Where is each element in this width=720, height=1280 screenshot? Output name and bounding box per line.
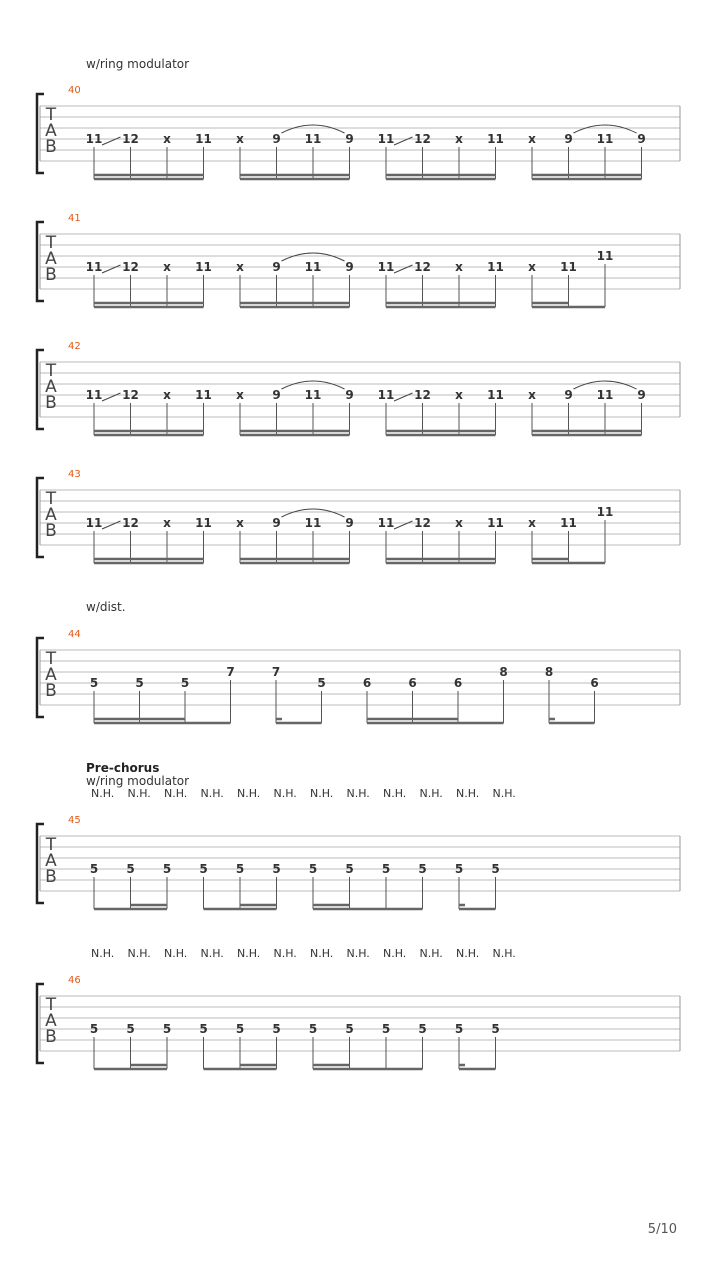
- fret-number: 5: [418, 862, 427, 876]
- fret-number: 5: [126, 862, 135, 876]
- tab-clef-letter: T: [45, 649, 57, 669]
- measure-number: 44: [68, 629, 81, 640]
- fret-number: 5: [162, 862, 172, 876]
- fret-number: 11: [195, 388, 212, 402]
- fret-number: 5: [89, 862, 99, 876]
- fret-number: 9: [345, 388, 354, 402]
- fret-number: 9: [564, 388, 573, 402]
- fret-number: 5: [491, 1022, 500, 1036]
- measure-number: 42: [68, 341, 81, 352]
- tab-clef-letter: T: [45, 995, 57, 1015]
- technique-annotation: w/dist.: [86, 600, 126, 614]
- tab-clef-letter: A: [45, 1011, 57, 1031]
- fret-number: 11: [85, 132, 103, 146]
- fret-number: 12: [122, 260, 139, 274]
- dead-note: x: [455, 388, 463, 402]
- tab-system-45: [37, 761, 680, 909]
- fret-number: 6: [453, 676, 463, 690]
- fret-number: 5: [381, 862, 391, 876]
- fret-number: 11: [596, 388, 614, 402]
- fret-number: 12: [414, 260, 431, 274]
- slide-mark: [394, 265, 413, 273]
- harmonic-marking: N.H.: [91, 787, 115, 800]
- tab-clef-letter: A: [45, 665, 57, 685]
- fret-number: 9: [345, 516, 354, 530]
- harmonic-marking: N.H.: [419, 787, 443, 800]
- fret-number: 9: [272, 260, 281, 274]
- tab-clef-letter: A: [45, 377, 57, 397]
- harmonic-marking: N.H.: [127, 787, 151, 800]
- measure-number: 46: [68, 975, 81, 986]
- harmonic-marking: N.H.: [492, 947, 516, 960]
- fret-number: 5: [162, 1022, 172, 1036]
- fret-number: 5: [235, 862, 245, 876]
- fret-number: 5: [89, 676, 99, 690]
- tab-system-46: [37, 947, 680, 1069]
- fret-number: 9: [272, 132, 281, 146]
- fret-number: 11: [85, 388, 103, 402]
- fret-number: 11: [195, 260, 212, 274]
- fret-number: 5: [89, 1022, 99, 1036]
- fret-number: 8: [544, 665, 554, 679]
- tab-clef-letter: B: [45, 521, 57, 541]
- fret-number: 11: [304, 260, 322, 274]
- fret-number: 5: [345, 862, 354, 876]
- harmonic-marking: N.H.: [492, 787, 516, 800]
- fret-number: 11: [195, 132, 212, 146]
- fret-number: 5: [235, 1022, 245, 1036]
- tab-clef-letter: A: [45, 851, 57, 871]
- fret-number: 11: [596, 249, 614, 263]
- measure-number: 43: [68, 469, 81, 480]
- fret-number: 5: [308, 862, 318, 876]
- harmonic-marking: N.H.: [237, 787, 261, 800]
- slide-mark: [394, 393, 413, 401]
- fret-number: 5: [308, 1022, 318, 1036]
- tab-clef-letter: B: [45, 867, 57, 887]
- fret-number: 12: [414, 388, 431, 402]
- fret-number: 5: [126, 1022, 135, 1036]
- dead-note: x: [528, 260, 536, 274]
- dead-note: x: [455, 516, 463, 530]
- dead-note: x: [163, 516, 171, 530]
- tab-system-43: [37, 469, 680, 563]
- fret-number: 5: [317, 676, 326, 690]
- fret-number: 9: [345, 260, 354, 274]
- fret-number: 6: [408, 676, 417, 690]
- fret-number: 6: [590, 676, 599, 690]
- dead-note: x: [455, 260, 463, 274]
- tab-clef-letter: A: [45, 505, 57, 525]
- tab-system-44: [37, 600, 680, 723]
- fret-number: 12: [414, 516, 431, 530]
- fret-number: 9: [272, 516, 281, 530]
- harmonic-marking: N.H.: [237, 947, 261, 960]
- harmonic-marking: N.H.: [164, 947, 188, 960]
- dead-note: x: [528, 132, 536, 146]
- tab-clef-letter: B: [45, 137, 57, 157]
- fret-number: 12: [122, 516, 139, 530]
- dead-note: x: [163, 132, 171, 146]
- fret-number: 9: [637, 132, 646, 146]
- slide-mark: [102, 521, 121, 529]
- tab-clef-letter: B: [45, 1027, 57, 1047]
- dead-note: x: [163, 260, 171, 274]
- fret-number: 9: [345, 132, 354, 146]
- dead-note: x: [528, 516, 536, 530]
- dead-note: x: [236, 388, 244, 402]
- tab-clef-letter: A: [45, 249, 57, 269]
- fret-number: 12: [414, 132, 431, 146]
- fret-number: 5: [381, 1022, 391, 1036]
- harmonic-marking: N.H.: [383, 787, 407, 800]
- dead-note: x: [528, 388, 536, 402]
- fret-number: 11: [304, 516, 322, 530]
- harmonic-marking: N.H.: [310, 787, 334, 800]
- fret-number: 11: [560, 260, 577, 274]
- fret-number: 5: [345, 1022, 354, 1036]
- measure-number: 40: [68, 85, 81, 96]
- harmonic-marking: N.H.: [346, 947, 370, 960]
- fret-number: 9: [637, 388, 646, 402]
- fret-number: 5: [180, 676, 190, 690]
- tab-clef-letter: T: [45, 105, 57, 125]
- dead-note: x: [236, 260, 244, 274]
- fret-number: 11: [304, 388, 322, 402]
- fret-number: 12: [122, 132, 139, 146]
- fret-number: 7: [271, 665, 281, 679]
- tab-clef-letter: B: [45, 393, 57, 413]
- measure-number: 45: [68, 815, 81, 826]
- fret-number: 11: [596, 132, 614, 146]
- fret-number: 11: [487, 516, 504, 530]
- harmonic-marking: N.H.: [273, 787, 297, 800]
- fret-number: 11: [560, 516, 577, 530]
- harmonic-marking: N.H.: [200, 947, 224, 960]
- fret-number: 11: [377, 260, 395, 274]
- tab-system-42: [37, 341, 680, 435]
- fret-number: 5: [272, 862, 281, 876]
- tab-clef-letter: A: [45, 121, 57, 141]
- fret-number: 11: [195, 516, 212, 530]
- harmonic-marking: N.H.: [419, 947, 443, 960]
- fret-number: 11: [377, 516, 395, 530]
- fret-number: 6: [362, 676, 372, 690]
- fret-number: 11: [85, 516, 103, 530]
- fret-number: 5: [272, 1022, 281, 1036]
- fret-number: 11: [487, 388, 504, 402]
- dead-note: x: [236, 516, 244, 530]
- harmonic-marking: N.H.: [200, 787, 224, 800]
- fret-number: 7: [226, 665, 235, 679]
- tab-system-40: [37, 57, 680, 179]
- dead-note: x: [455, 132, 463, 146]
- measure-number: 41: [68, 213, 81, 224]
- harmonic-marking: N.H.: [310, 947, 334, 960]
- fret-number: 11: [487, 260, 504, 274]
- fret-number: 11: [377, 388, 395, 402]
- fret-number: 5: [199, 1022, 208, 1036]
- fret-number: 5: [491, 862, 500, 876]
- harmonic-marking: N.H.: [127, 947, 151, 960]
- fret-number: 9: [272, 388, 281, 402]
- slide-mark: [102, 137, 121, 145]
- tab-clef-letter: T: [45, 361, 57, 381]
- fret-number: 11: [487, 132, 504, 146]
- fret-number: 5: [199, 862, 208, 876]
- tab-clef-letter: B: [45, 265, 57, 285]
- slide-mark: [394, 137, 413, 145]
- tab-clef-letter: T: [45, 233, 57, 253]
- technique-annotation: w/ring modulator: [86, 774, 190, 788]
- fret-number: 5: [135, 676, 144, 690]
- fret-number: 8: [499, 665, 508, 679]
- dead-note: x: [163, 388, 171, 402]
- section-heading: Pre-chorus: [86, 761, 160, 775]
- page-number: 5/10: [647, 1222, 677, 1237]
- tab-clef-letter: T: [45, 835, 57, 855]
- harmonic-marking: N.H.: [91, 947, 115, 960]
- harmonic-marking: N.H.: [164, 787, 188, 800]
- slide-mark: [102, 393, 121, 401]
- harmonic-marking: N.H.: [456, 787, 480, 800]
- tab-clef-letter: B: [45, 681, 57, 701]
- fret-number: 5: [454, 862, 464, 876]
- fret-number: 11: [85, 260, 103, 274]
- dead-note: x: [236, 132, 244, 146]
- harmonic-marking: N.H.: [383, 947, 407, 960]
- fret-number: 12: [122, 388, 139, 402]
- fret-number: 9: [564, 132, 573, 146]
- fret-number: 11: [596, 505, 614, 519]
- fret-number: 11: [304, 132, 322, 146]
- slide-mark: [394, 521, 413, 529]
- tab-system-41: [37, 213, 680, 307]
- fret-number: 11: [377, 132, 395, 146]
- fret-number: 5: [454, 1022, 464, 1036]
- technique-annotation: w/ring modulator: [86, 57, 190, 71]
- harmonic-marking: N.H.: [346, 787, 370, 800]
- harmonic-marking: N.H.: [273, 947, 297, 960]
- slide-mark: [102, 265, 121, 273]
- fret-number: 5: [418, 1022, 427, 1036]
- harmonic-marking: N.H.: [456, 947, 480, 960]
- tab-clef-letter: T: [45, 489, 57, 509]
